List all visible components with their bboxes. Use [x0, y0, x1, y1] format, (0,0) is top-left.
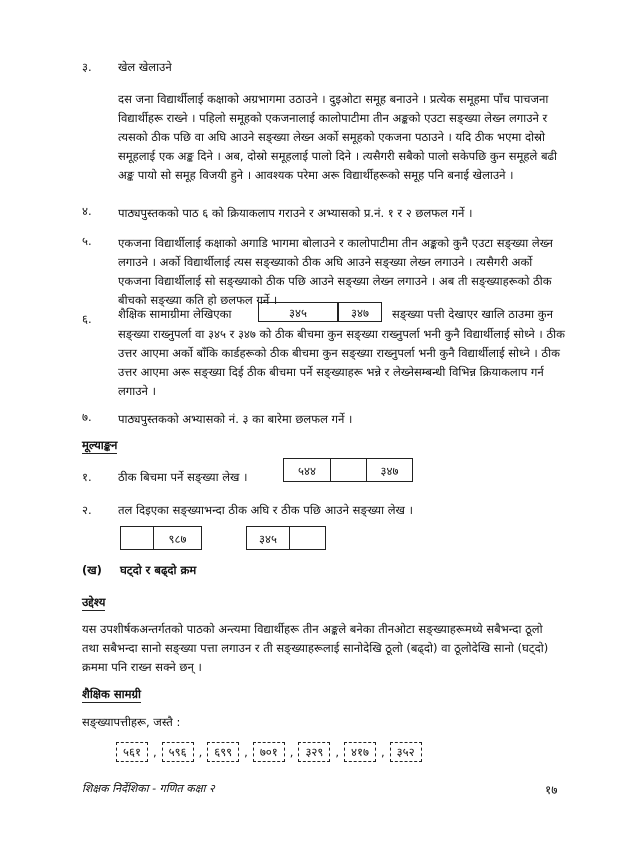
- item-7-number: ७.: [82, 410, 92, 424]
- item-4-text: पाठ्यपुस्तकको पाठ ६ को क्रियाकलाप गराउने र अभ्यासको प्र.नं. १ र २ छलफल गर्ने ।: [118, 206, 473, 220]
- item-3-text: दस जना विद्यार्थीलाई कक्षाको अग्रभागमा उठाउने । दुइओटा समूह बनाउने । प्रत्येक समूहमा पाँच पाचजना विद्यार्थीहरू राख्ने । पहिलो समूहको एकजनालाई कालोपाटीमा तीन अङ्कको एउटा सङ्ख्या लेख्न लगाउने र त्यसको ठीक पछि वा अघि आउने सङ्ख्या लेख्न अर्को समूहको एकजना पठाउने । यदि ठीक भएमा दोस्रो समूहलाई एक अङ्क दिने । अब, दोस्रो समूहलाई पालो दिने । त्यसैगरी सबैको पालो सकेपछि कुन समूहले बढी अङ्क पायो सो समूह विजयी हुने । आवश्यक परेमा अरू विद्यार्थीहरूको समूह पनि बनाई खेलाउने ।: [118, 92, 557, 182]
- question-1-box: ५४४: [283, 458, 331, 482]
- number-card: ६९९: [207, 742, 239, 762]
- item-6-lead: शैक्षिक सामाग्रीमा लेखिएका: [118, 307, 232, 321]
- section-b-label: (ख): [82, 563, 102, 577]
- question-1-text: ठीक बिचमा पर्ने सङ्ख्या लेख ।: [118, 470, 248, 484]
- number-card: ४१७: [344, 742, 376, 762]
- question-2-boxes-a: [120, 526, 202, 550]
- item-6-box-1: ३४५: [258, 302, 338, 322]
- question-2-number: २.: [82, 503, 92, 517]
- number-cards-row: ५६१ , ५९६ , ६९९ , ७०१ , ३२९ , ४१७ , ३५२: [116, 742, 422, 762]
- materials-heading: शैक्षिक सामग्री: [82, 687, 141, 701]
- materials-text: सङ्ख्यापत्तीहरू, जस्तै :: [82, 715, 181, 729]
- question-1-number: १.: [82, 470, 92, 484]
- question-1-boxes: [283, 458, 413, 482]
- item-6-number-card: [258, 302, 382, 322]
- number-card: ३२९: [298, 742, 330, 762]
- footer-title: शिक्षक निर्देशिका - गणित कक्षा २: [82, 782, 215, 795]
- evaluation-heading: मूल्याङ्कन: [82, 438, 118, 452]
- page-number: १७: [545, 783, 558, 797]
- question-2-box: ३४५: [246, 526, 290, 550]
- question-2-box: ९८७: [154, 526, 202, 550]
- question-2-boxes-b: [246, 526, 326, 550]
- item-4-number: ४.: [82, 204, 92, 218]
- item-6-text: सङ्ख्या राख्नुपर्ला वा ३४५ र ३४७ को ठीक बीचमा कुन सङ्ख्या राख्नुपर्ला भनी कुनै विद्यार्थीलाई सोध्ने । ठीक उत्तर आएमा अर्को बाँकि कार्डहरूको ठीक बीचमा कुन सङ्ख्या राख्नुपर्ला भनी कुनै विद्यार्थीलाई सोध्ने । ठीक उत्तर आएमा अरू सङ्ख्या दिई ठीक बीचमा पर्ने सङ्ख्याहरू भन्ने र लेख्नेसम्बन्धी विभिन्न क्रियाकलाप गर्न लगाउने ।: [118, 327, 565, 398]
- question-2-box[interactable]: [290, 526, 326, 550]
- question-1-box: ३४७: [367, 458, 413, 482]
- item-5-number: ५.: [82, 234, 92, 248]
- number-card: ७०१: [253, 742, 285, 762]
- item-7-text: पाठ्यपुस्तकको अभ्यासको नं. ३ का बारेमा छलफल गर्ने ।: [118, 412, 353, 426]
- number-card: ५९६: [162, 742, 194, 762]
- item-3-title: खेल खेलाउने: [118, 60, 172, 74]
- question-2-text: तल दिइएका सङ्ख्याभन्दा ठीक अघि र ठीक पछि आउने सङ्ख्या लेख ।: [118, 503, 413, 517]
- question-1-box[interactable]: [331, 458, 367, 482]
- item-5-text: एकजना विद्यार्थीलाई कक्षाको अगाडि भागमा बोलाउने र कालोपाटीमा तीन अङ्कको कुनै एउटा सङ्ख्या लेख्न लगाउने । अर्को विद्यार्थीलाई त्यस सङ्ख्याको ठीक अघि आउने सङ्ख्या लेख्न लगाउने । त्यसैगरी अर्को एकजना विद्यार्थीलाई सो सङ्ख्याको ठीक पछि आउने सङ्ख्या लेख्न लगाउने । अब ती सङ्ख्याहरूको ठीक बीचको सङ्ख्या कति हो छलफल गर्ने ।: [118, 236, 553, 307]
- number-card: ३५२: [390, 742, 422, 762]
- item-6-box-3: ३४७: [338, 302, 382, 322]
- item-6-after: सङ्ख्या पत्ती देखाएर खालि ठाउमा कुन: [392, 307, 553, 321]
- objective-text: यस उपशीर्षकअन्तर्गतको पाठको अन्त्यमा विद्यार्थीहरू तीन अङ्कले बनेका तीनओटा सङ्ख्याहरूमध्ये सबैभन्दा ठूलो तथा सबैभन्दा सानो सङ्ख्या पत्ता लगाउन र ती सङ्ख्याहरूलाई सानोदेखि ठूलो (बढ्दो) वा ठूलोदेखि सानो (घट्दो) क्रममा पनि राख्न सक्ने छन् ।: [82, 622, 549, 674]
- question-2-box[interactable]: [120, 526, 154, 550]
- item-6-number: ६.: [82, 312, 92, 326]
- objective-heading: उद्देश्य: [82, 595, 106, 609]
- section-b-title: घट्दो र बढ्दो क्रम: [120, 563, 197, 577]
- number-card: ५६१: [116, 742, 148, 762]
- item-3-number: ३.: [82, 60, 92, 74]
